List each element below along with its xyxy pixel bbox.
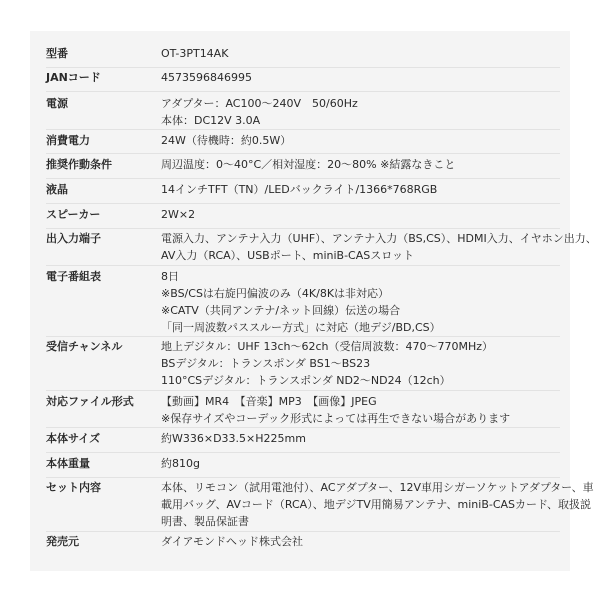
- spec-value: [161, 479, 594, 530]
- spec-value: [161, 132, 559, 149]
- spec-label: JANコード: [46, 71, 101, 84]
- spec-value-line: 14インチTFT（TN）/LEDバックライト/1366*768RGB: [161, 183, 438, 196]
- spec-value: [161, 181, 559, 198]
- spec-value: [161, 69, 559, 86]
- spec-label: セット内容: [46, 481, 101, 494]
- spec-value-line: 24W（待機時：約0.5W）: [161, 134, 292, 147]
- spec-value: [161, 45, 559, 62]
- spec-value-line: 地上デジタル：UHF 13ch〜62ch（受信周波数：470〜770MHz）: [161, 340, 494, 353]
- spec-value-line: 本体：DC12V 3.0A: [161, 114, 261, 127]
- spec-value-line: 明書、製品保証書: [161, 515, 249, 528]
- spec-value: [161, 230, 597, 264]
- spec-value-line: BSデジタル：トランスポンダ BS1〜BS23: [161, 357, 371, 370]
- spec-value-line: ※保存サイズやコーデック形式によっては再生できない場合があります: [161, 412, 511, 425]
- spec-value-line: 2W×2: [161, 208, 196, 221]
- row-divider: [46, 129, 560, 130]
- spec-value-line: 電源入力、アンテナ入力（UHF）、アンテナ入力（BS,CS）、HDMI入力、イヤホン出力、: [161, 232, 597, 245]
- spec-label: 消費電力: [46, 134, 90, 147]
- spec-value: [161, 393, 559, 427]
- spec-value-line: 本体、リモコン（試用電池付）、ACアダプター、12V車用シガーソケットアダプター、車: [161, 481, 594, 494]
- spec-value: [161, 533, 559, 550]
- row-divider: [46, 67, 560, 68]
- spec-value-line: ※BS/CSは右旋円偏波のみ（4K/8Kは非対応）: [161, 287, 390, 300]
- spec-table: [30, 31, 597, 571]
- row-divider: [46, 336, 560, 337]
- spec-value-line: OT-3PT14AK: [161, 47, 229, 60]
- spec-value-line: ※CATV（共同アンテナ/ネット回線）伝送の場合: [161, 304, 401, 317]
- spec-value-line: AV入力（RCA）、USBポート、miniB-CASスロット: [161, 249, 415, 262]
- spec-label: 電子番組表: [46, 270, 101, 283]
- spec-label: 本体サイズ: [46, 432, 101, 445]
- row-divider: [46, 531, 560, 532]
- spec-value: [161, 430, 559, 447]
- spec-label: 本体重量: [46, 457, 90, 470]
- spec-value-line: 「同一周波数パススルー方式」に対応（地デジ/BD,CS）: [161, 321, 441, 334]
- spec-label: 受信チャンネル: [46, 340, 123, 353]
- spec-value-line: アダプター：AC100〜240V 50/60Hz: [161, 97, 358, 110]
- spec-value-line: 周辺温度：0〜40°C／相対湿度：20〜80% ※結露なきこと: [161, 158, 456, 171]
- spec-label: 対応ファイル形式: [46, 395, 134, 408]
- spec-label: 型番: [46, 47, 68, 60]
- spec-label: 電源: [46, 97, 68, 110]
- spec-label: 推奨作動条件: [46, 158, 112, 171]
- row-divider: [46, 390, 560, 391]
- spec-value-line: 4573596846995: [161, 71, 252, 84]
- spec-value-line: 載用バッグ、AVコード（RCA）、地デジTV用簡易アンテナ、miniB-CASカード、取扱説: [161, 498, 592, 511]
- row-divider: [46, 427, 560, 428]
- row-divider: [46, 91, 560, 92]
- row-divider: [46, 178, 560, 179]
- row-divider: [46, 265, 560, 266]
- spec-value: [161, 206, 559, 223]
- spec-value-line: ダイアモンドヘッド株式会社: [161, 535, 304, 548]
- row-divider: [46, 452, 560, 453]
- row-divider: [46, 153, 560, 154]
- spec-value-line: 【動画】MR4 【音楽】MP3 【画像】JPEG: [161, 395, 377, 408]
- spec-value-line: 約W336×D33.5×H225mm: [161, 432, 306, 445]
- spec-value-line: 110°CSデジタル：トランスポンダ ND2〜ND24（12ch）: [161, 374, 451, 387]
- spec-label: 発売元: [46, 535, 79, 548]
- spec-label: 出入力端子: [46, 232, 101, 245]
- spec-value: [161, 268, 559, 336]
- row-divider: [46, 228, 560, 229]
- row-divider: [46, 477, 560, 478]
- spec-value: [161, 455, 559, 472]
- spec-value: [161, 156, 559, 173]
- row-divider: [46, 203, 560, 204]
- spec-label: 液晶: [46, 183, 68, 196]
- spec-value-line: 約810g: [161, 457, 200, 470]
- spec-value: [161, 95, 559, 129]
- spec-label: スピーカー: [46, 208, 101, 221]
- spec-value: [161, 338, 559, 389]
- spec-value-line: 8日: [161, 270, 179, 283]
